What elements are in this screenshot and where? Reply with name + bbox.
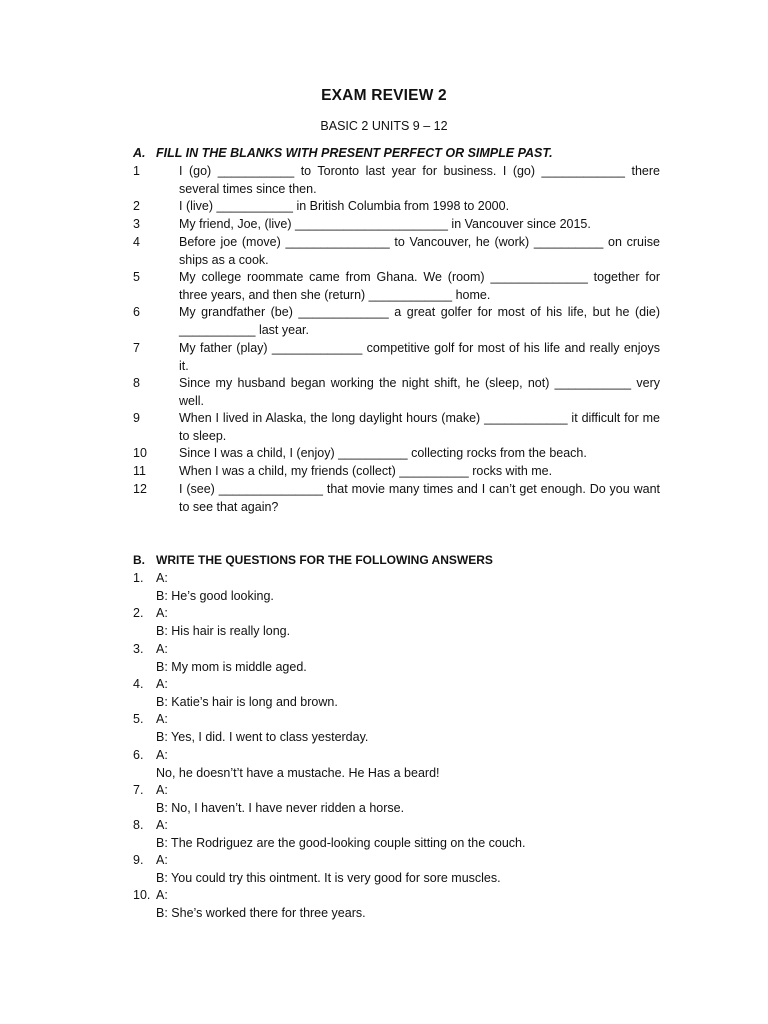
item-text: My father (play) _____________ competitive golf for most of his life and really enjoys it. xyxy=(179,341,660,373)
item-text: I (go) ___________ to Toronto last year for business. I (go) ____________ there several times since then. xyxy=(179,164,660,196)
exercise-a-item xyxy=(133,375,660,410)
exercise-b-item xyxy=(133,605,290,640)
item-number: 3 xyxy=(133,217,140,231)
item-number: 3. xyxy=(133,642,144,656)
exercise-b-item xyxy=(133,676,338,711)
item-text: When I was a child, my friends (collect) __________ rocks with me. xyxy=(179,464,553,478)
item-number: 1 xyxy=(133,164,140,178)
item-text: I (see) _______________ that movie many times and I can’t get enough. Do you want to see that again? xyxy=(179,482,660,514)
item-text: Since my husband began working the night shift, he (sleep, not) ___________ very well. xyxy=(179,376,660,408)
answer-line: B: She’s worked there for three years. xyxy=(156,905,366,920)
item-number: 2 xyxy=(133,199,140,213)
section-b-letter: B. xyxy=(133,553,145,567)
exercise-b-item xyxy=(133,711,368,746)
answer-line: B: No, I haven’t. I have never ridden a horse. xyxy=(156,800,405,815)
question-line: A: xyxy=(156,748,168,762)
question-line: A: xyxy=(156,888,168,902)
exercise-b-item xyxy=(133,782,404,817)
item-number: 5 xyxy=(133,270,140,284)
question-line: A: xyxy=(156,818,168,832)
item-number: 7. xyxy=(133,783,144,797)
section-a-heading-text: FILL IN THE BLANKS WITH PRESENT PERFECT OR SIMPLE PAST. xyxy=(156,146,553,160)
exercise-b-item xyxy=(133,747,440,782)
exercise-b-item xyxy=(133,852,501,887)
question-line: A: xyxy=(156,606,168,620)
item-number: 4. xyxy=(133,677,144,691)
answer-line: No, he doesn’t’t have a mustache. He Has a beard! xyxy=(156,765,440,780)
item-text: Since I was a child, I (enjoy) __________ collecting rocks from the beach. xyxy=(179,446,587,460)
item-text: My college roommate came from Ghana. We (room) ______________ together for three years, and then she (return) ____________ home. xyxy=(179,270,660,302)
question-line: A: xyxy=(156,853,168,867)
item-number: 8 xyxy=(133,376,140,390)
item-text: I (live) ___________ in British Columbia from 1998 to 2000. xyxy=(179,199,510,213)
question-line: A: xyxy=(156,642,168,656)
exercise-b-item xyxy=(133,817,525,852)
section-a-letter: A. xyxy=(133,146,146,160)
item-text: My friend, Joe, (live) ______________________ in Vancouver since 2015. xyxy=(179,217,591,231)
item-number: 7 xyxy=(133,341,140,355)
item-number: 10 xyxy=(133,446,147,460)
exercise-a-item xyxy=(133,216,660,234)
page-subtitle: BASIC 2 UNITS 9 – 12 xyxy=(320,119,448,133)
item-number: 8. xyxy=(133,818,144,832)
item-number: 2. xyxy=(133,606,144,620)
item-number: 6 xyxy=(133,305,140,319)
question-line: A: xyxy=(156,712,168,726)
section-b-heading xyxy=(133,553,493,567)
question-line: A: xyxy=(156,677,168,691)
section-b-heading-text: WRITE THE QUESTIONS FOR THE FOLLOWING ANSWERS xyxy=(156,553,493,567)
exercise-b-item xyxy=(133,570,274,605)
item-number: 9 xyxy=(133,411,140,425)
exercise-a-item xyxy=(133,234,660,269)
exercise-a-item xyxy=(133,163,660,198)
exercise-b-item xyxy=(133,641,307,676)
answer-line: B: Katie’s hair is long and brown. xyxy=(156,694,338,709)
answer-line: B: He’s good looking. xyxy=(156,588,274,603)
item-number: 11 xyxy=(133,464,146,478)
exercise-a-item xyxy=(133,198,660,216)
exercise-a-item xyxy=(133,445,660,463)
item-number: 12 xyxy=(133,482,147,496)
item-number: 6. xyxy=(133,748,144,762)
item-text: When I lived in Alaska, the long daylight hours (make) ____________ it difficult for me to sleep. xyxy=(179,411,660,443)
page-title: EXAM REVIEW 2 xyxy=(321,87,447,104)
exercise-a-item xyxy=(133,340,660,375)
exercise-b-item xyxy=(133,887,366,922)
exercise-a-item xyxy=(133,304,660,339)
exercise-a-item xyxy=(133,269,660,304)
exercise-a-item xyxy=(133,463,660,481)
question-line: A: xyxy=(156,783,168,797)
answer-line: B: You could try this ointment. It is very good for sore muscles. xyxy=(156,870,501,885)
item-number: 4 xyxy=(133,235,140,249)
item-number: 9. xyxy=(133,853,144,867)
answer-line: B: His hair is really long. xyxy=(156,623,291,638)
item-number: 1. xyxy=(133,571,144,585)
exercise-a-item xyxy=(133,410,660,445)
answer-line: B: My mom is middle aged. xyxy=(156,659,307,674)
section-a-heading xyxy=(133,146,553,160)
item-number: 5. xyxy=(133,712,144,726)
answer-line: B: Yes, I did. I went to class yesterday. xyxy=(156,729,369,744)
item-number: 10. xyxy=(133,888,151,902)
answer-line: B: The Rodriguez are the good-looking couple sitting on the couch. xyxy=(156,835,526,850)
item-text: My grandfather (be) _____________ a great golfer for most of his life, but he (die) ___________ last year. xyxy=(179,305,660,337)
exercise-a-item xyxy=(133,481,660,516)
item-text: Before joe (move) _______________ to Vancouver, he (work) __________ on cruise ships as a cook. xyxy=(179,235,660,267)
question-line: A: xyxy=(156,571,168,585)
